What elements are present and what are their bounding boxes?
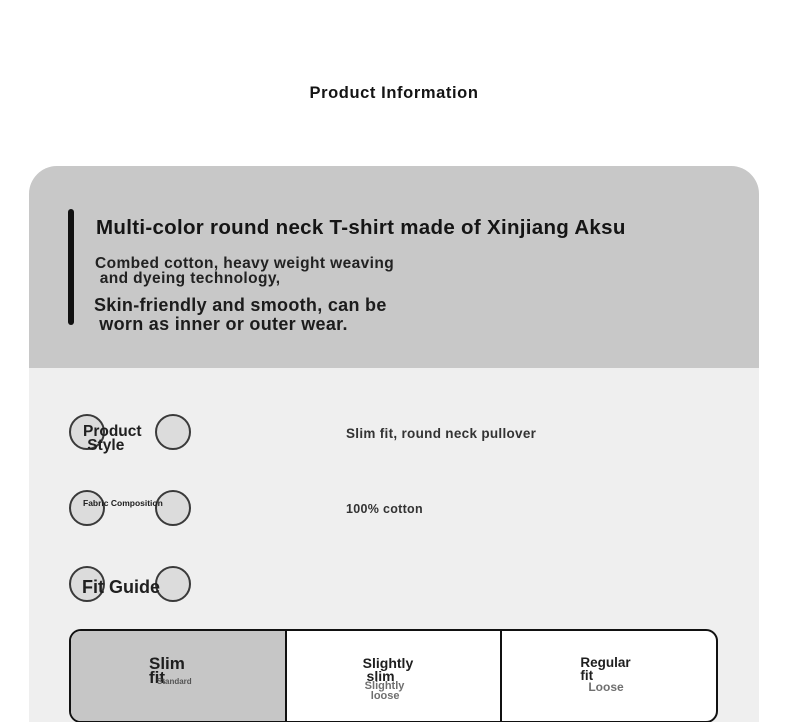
circle-ornament-right (155, 414, 191, 450)
attribute-label: Fabric Composition (83, 498, 163, 508)
attribute-row-fabric-composition (69, 490, 759, 530)
fit-option-slim-fit (71, 631, 285, 721)
product-headline: Multi-color round neck T-shirt made of Xinjiang Aksu (96, 216, 626, 239)
fit-guide-scale (69, 629, 718, 722)
attribute-value: Slim fit, round neck pullover (346, 426, 537, 441)
fit-option-regular-fit (500, 631, 716, 721)
fit-option-sublabel: Loose (588, 680, 624, 694)
product-info-card (29, 166, 759, 722)
attribute-value: 100% cotton (346, 502, 423, 516)
circle-ornament-right (155, 566, 191, 602)
fit-option-sublabel: Standard (157, 677, 192, 686)
fit-option-sublabel: Slightly loose (364, 680, 405, 702)
attribute-label: Fit Guide (82, 577, 160, 597)
fit-option-slightly-slim (285, 631, 501, 721)
product-summary-header (29, 166, 759, 368)
fit-option-label: Slightly slim (362, 655, 414, 684)
attribute-label-pill (69, 414, 191, 452)
attribute-label-pill (69, 566, 191, 604)
fit-option-label: Slim fit (149, 654, 185, 687)
attribute-row-fit-guide (69, 566, 759, 606)
product-description-2: Skin-friendly and smooth, can be worn as inner or outer wear. (94, 295, 387, 334)
attribute-label: Product Style (83, 423, 142, 454)
attribute-row-product-style (69, 414, 759, 454)
attribute-label-pill (69, 490, 191, 528)
product-description-1: Combed cotton, heavy weight weaving and dyeing technology, (95, 255, 395, 287)
fit-option-label: Regular fit (580, 655, 631, 683)
accent-bar (68, 209, 74, 325)
page-title: Product Information (309, 84, 479, 102)
